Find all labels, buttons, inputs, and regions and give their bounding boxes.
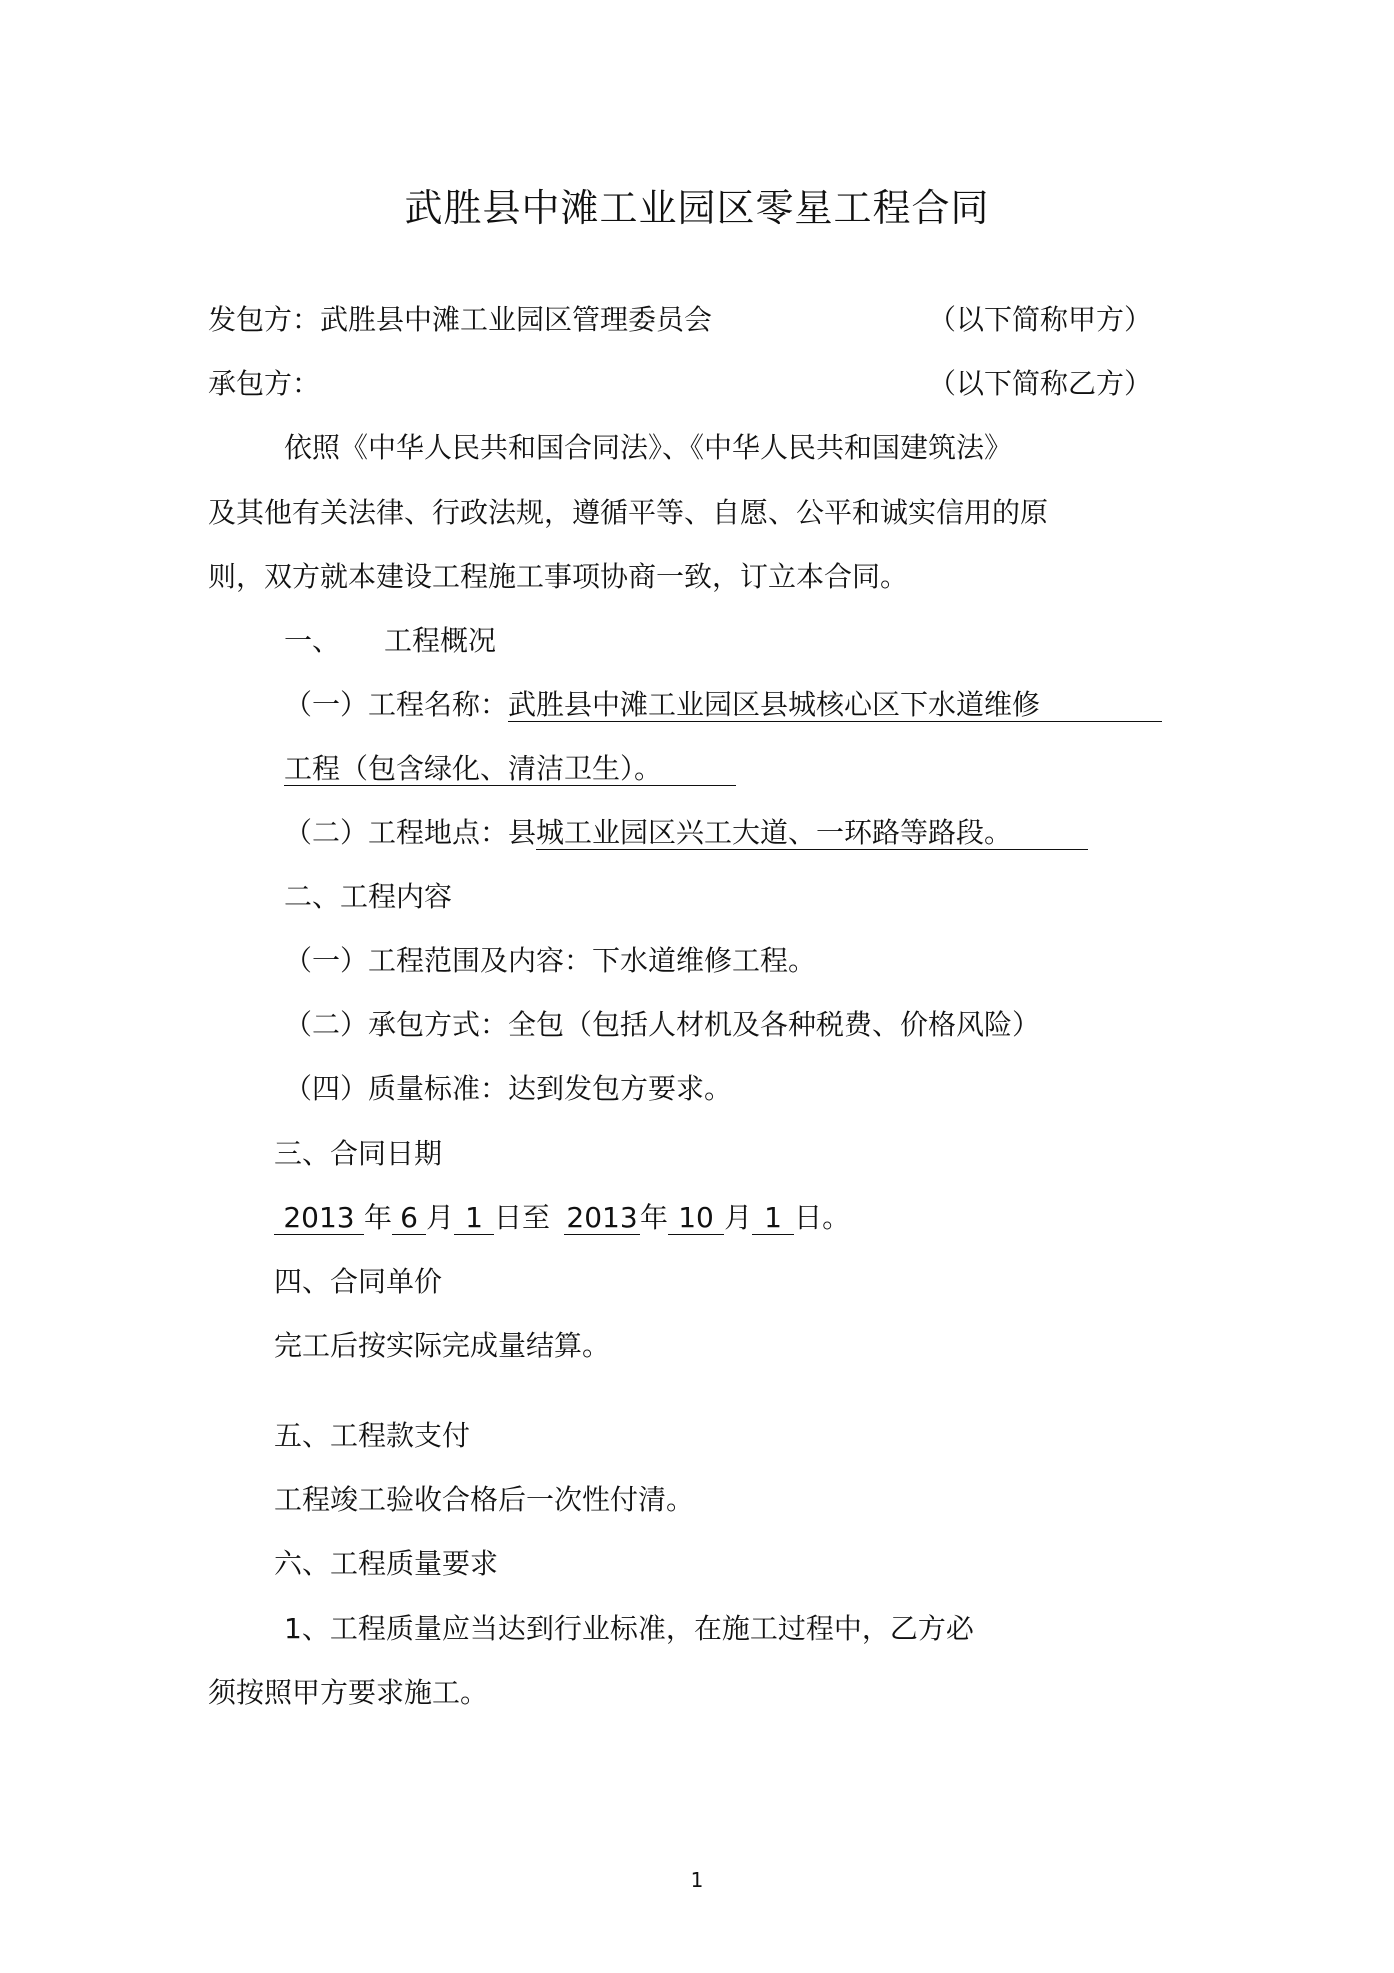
employer-label: 发包方： xyxy=(208,303,321,336)
employer-note: （以下简称甲方） xyxy=(928,303,1153,336)
day-to: 日至 xyxy=(494,1201,551,1234)
contract-dates-line xyxy=(274,1200,850,1236)
project-name-label: （一）工程名称： xyxy=(284,688,509,721)
payment-text: 工程竣工验收合格后一次性付清。 xyxy=(274,1483,695,1516)
preamble-line-1: 依照《中华人民共和国合同法》、《中华人民共和国建筑法》 xyxy=(284,431,1013,464)
section-1-number: 一、 xyxy=(284,624,341,657)
section-4-heading: 四、合同单价 xyxy=(274,1265,443,1298)
start-year: 2013 xyxy=(274,1202,364,1235)
project-name-value-2: 工程（包含绿化、清洁卫生）。 xyxy=(284,753,736,786)
quality-item-1-line-2: 须按照甲方要求施工。 xyxy=(208,1676,489,1709)
quality-item-1-line-1: 1、工程质量应当达到行业标准，在施工过程中，乙方必 xyxy=(284,1612,974,1645)
employer-line xyxy=(208,302,712,338)
section-5-heading: 五、工程款支付 xyxy=(274,1419,471,1452)
section-1-title: 工程概况 xyxy=(384,624,497,657)
day-end: 日。 xyxy=(794,1201,851,1234)
project-name-line-1 xyxy=(284,687,1162,723)
preamble-line-2: 及其他有关法律、行政法规，遵循平等、自愿、公平和诚实信用的原 xyxy=(208,496,1049,529)
end-month-char: 月 xyxy=(724,1201,753,1234)
unit-price-text: 完工后按实际完成量结算。 xyxy=(274,1329,611,1362)
start-day: 1 xyxy=(454,1202,494,1235)
end-year: 2013 xyxy=(564,1202,640,1235)
section-2-heading: 二、工程内容 xyxy=(284,880,453,913)
scope-line: （一）工程范围及内容：下水道维修工程。 xyxy=(284,944,817,977)
end-month: 10 xyxy=(668,1202,724,1235)
start-month: 6 xyxy=(392,1202,426,1235)
end-day: 1 xyxy=(752,1202,794,1235)
section-6-heading: 六、工程质量要求 xyxy=(274,1547,499,1580)
project-site-line xyxy=(284,815,1088,851)
project-site-value: 城工业园区兴工大道、一环路等路段。 xyxy=(536,817,1088,850)
contractor-note: （以下简称乙方） xyxy=(928,367,1153,400)
preamble-line-3: 则，双方就本建设工程施工事项协商一致，订立本合同。 xyxy=(208,560,909,593)
start-year-char: 年 xyxy=(364,1201,393,1234)
project-name-value-1: 武胜县中滩工业园区县城核心区下水道维修 xyxy=(508,689,1162,722)
contract-mode-line: （二）承包方式：全包（包括人材机及各种税费、价格风险） xyxy=(284,1008,1041,1041)
end-year-char: 年 xyxy=(640,1201,669,1234)
start-month-char: 月 xyxy=(426,1201,455,1234)
quality-standard-line: （四）质量标准：达到发包方要求。 xyxy=(284,1072,733,1105)
employer-name: 武胜县中滩工业园区管理委员会 xyxy=(320,303,713,336)
contractor-label: 承包方： xyxy=(208,367,321,400)
page-number: 1 xyxy=(690,1868,704,1892)
project-site-label: （二）工程地点：县 xyxy=(284,816,537,849)
section-3-heading: 三、合同日期 xyxy=(274,1137,443,1170)
section-1-heading xyxy=(284,623,496,659)
document-title: 武胜县中滩工业园区零星工程合同 xyxy=(404,186,990,230)
project-name-line-2 xyxy=(284,751,736,787)
